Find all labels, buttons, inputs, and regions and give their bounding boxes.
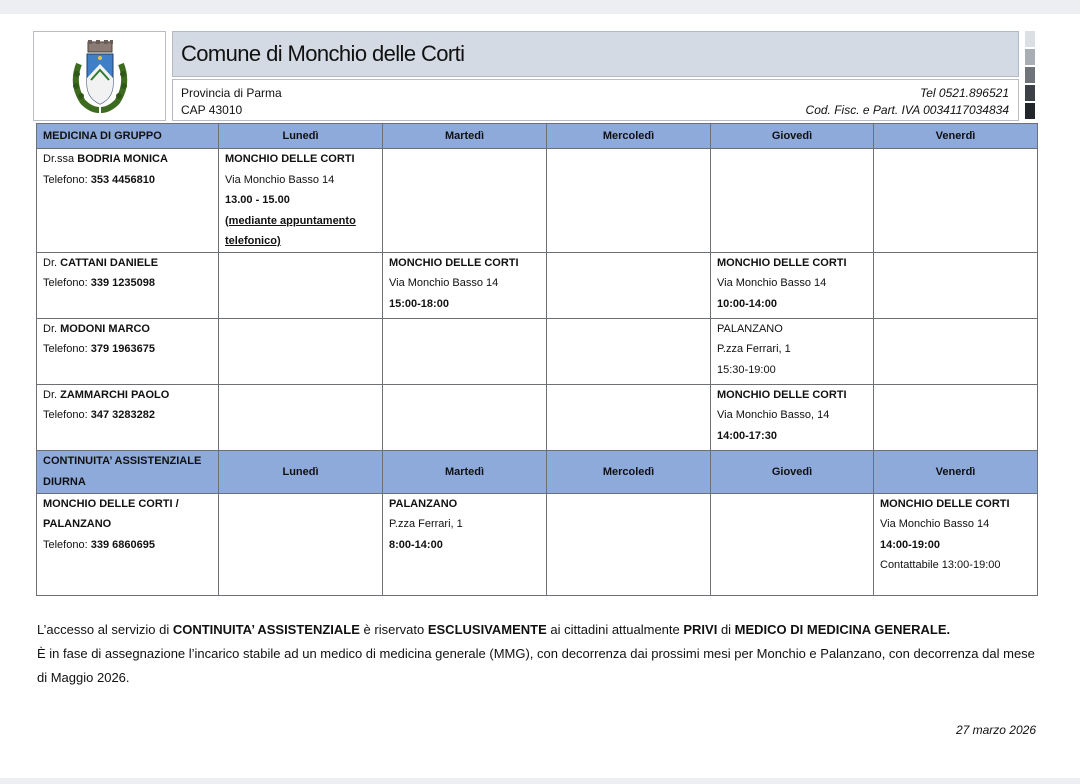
col-thursday: Giovedì [711, 124, 874, 149]
doctor-phone: 347 3283282 [90, 409, 155, 421]
schedule-cell: MONCHIO DELLE CORTI Via Monchio Basso 14 10:00-14:00 [711, 252, 874, 318]
coat-of-arms-icon [69, 40, 131, 114]
doctor-phone: 339 1235098 [90, 277, 155, 289]
doctor-phone: 353 4456810 [90, 173, 155, 186]
section1-title: MEDICINA DI GRUPPO [37, 124, 219, 149]
municipality-title: Comune di Monchio delle Corti [181, 41, 465, 66]
municipality-info [172, 79, 1019, 121]
table-row [37, 318, 1038, 384]
fiscal-code-text: Cod. Fisc. e Part. IVA 0034117034834 [805, 103, 1009, 117]
service-phone: 339 6860695 [90, 538, 155, 551]
doctor-name: MODONI MARCO [60, 322, 150, 335]
cap-text: CAP 43010 [181, 103, 243, 117]
doctor-name: ZAMMARCHI PAOLO [60, 388, 170, 401]
schedule-cell: MONCHIO DELLE CORTI Via Monchio Basso, 14 14:00-17:30 [711, 384, 874, 450]
coat-of-arms-frame [33, 31, 166, 121]
notes-paragraph [37, 618, 1042, 690]
doctor-name: CATTANI DANIELE [60, 256, 159, 269]
col-friday: Venerdì [874, 124, 1038, 149]
col-tuesday: Martedì [383, 450, 547, 493]
schedule-cell: PALANZANO P.zza Ferrari, 1 15:30-19:00 [711, 318, 874, 384]
doctor-phone: 379 1963675 [90, 343, 155, 355]
col-monday: Lunedì [219, 450, 383, 493]
service-cell: MONCHIO DELLE CORTI / PALANZANO Telefono: 339 6860695 [37, 493, 219, 595]
col-tuesday: Martedì [383, 124, 547, 149]
section1-header-row [37, 124, 1038, 149]
decorative-side-bars [1025, 31, 1035, 121]
schedule-cell: MONCHIO DELLE CORTI Via Monchio Basso 14 14:00-19:00 Contattabile 13:00-19:00 [874, 493, 1038, 595]
section2-header-row [37, 450, 1038, 493]
schedule-table [36, 123, 1038, 596]
col-wednesday: Mercoledì [547, 124, 711, 149]
col-wednesday: Mercoledì [547, 450, 711, 493]
doctor-cell: Dr. MODONI MARCO Telefono: 379 1963675 [37, 318, 219, 384]
schedule-cell: MONCHIO DELLE CORTI Via Monchio Basso 14 13.00 - 15.00 (mediante appuntamento telefonico) [219, 149, 383, 253]
doctor-cell: Dr. ZAMMARCHI PAOLO Telefono: 347 3283282 [37, 384, 219, 450]
title-banner [172, 31, 1019, 77]
phone-text: Tel 0521.896521 [920, 86, 1009, 100]
table-row [37, 493, 1038, 595]
col-thursday: Giovedì [711, 450, 874, 493]
col-friday: Venerdì [874, 450, 1038, 493]
table-row [37, 149, 1038, 253]
assignment-note: È in fase di assegnazione l’incarico stabile ad un medico di medicina generale (MMG), con decorrenza dai prossimi mesi per Monchio e Palanzano, con decorrenza dal mese di Maggio 2026. [37, 646, 1035, 685]
table-row [37, 384, 1038, 450]
table-row [37, 252, 1038, 318]
schedule-cell: PALANZANO P.zza Ferrari, 1 8:00-14:00 [383, 493, 547, 595]
document-page [0, 14, 1080, 778]
schedule-cell: MONCHIO DELLE CORTI Via Monchio Basso 14 15:00-18:00 [383, 252, 547, 318]
doctor-name: BODRIA MONICA [77, 153, 168, 165]
section2-title: CONTINUITA’ ASSISTENZIALE DIURNA [37, 450, 219, 493]
doctor-cell: Dr.ssa BODRIA MONICA Telefono: 353 4456810 [37, 149, 219, 253]
access-note: L’accesso al servizio di CONTINUITA’ ASSISTENZIALE è riservato ESCLUSIVAMENTE ai cittadini attualmente PRIVI di MEDICO DI MEDICINA GENERALE. [37, 622, 951, 637]
col-monday: Lunedì [219, 124, 383, 149]
appointment-note: (mediante appuntamento telefonico) [225, 214, 356, 247]
province-text: Provincia di Parma [181, 86, 282, 100]
doctor-cell: Dr. CATTANI DANIELE Telefono: 339 1235098 [37, 252, 219, 318]
document-date: 27 marzo 2026 [955, 723, 1036, 737]
